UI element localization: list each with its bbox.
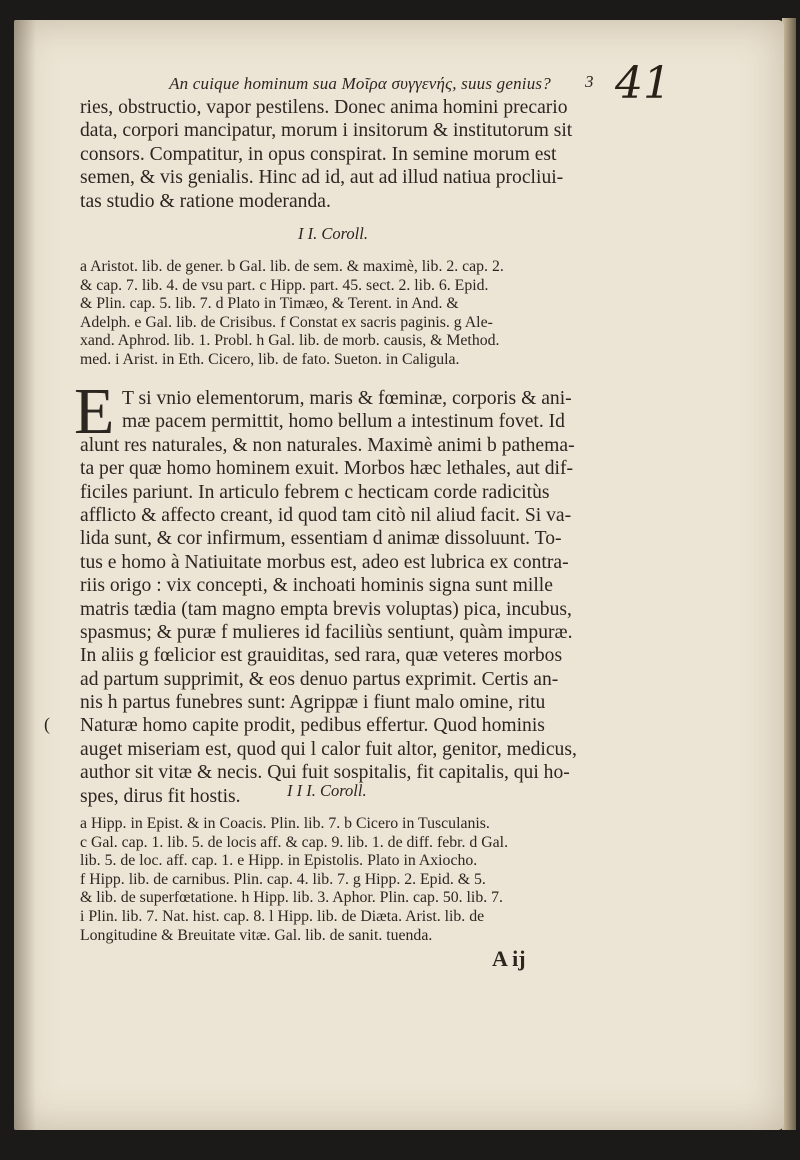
corollary-heading-3: I I I. Coroll.	[287, 781, 367, 800]
note-line: Longitudine & Breuitate vitæ. Gal. lib. de sanit. tuenda.	[80, 926, 433, 944]
corollary-heading-2: I I. Coroll.	[298, 224, 368, 243]
note-line: & Plin. cap. 5. lib. 7. d Plato in Timæo, & Terent. in And. &	[80, 295, 459, 313]
paragraph-1	[80, 96, 605, 213]
text-line: semen, & vis genialis. Hinc ad id, aut ad illud natiua procliui-	[80, 167, 564, 189]
text-line: data, corpori mancipatur, morum i insitorum & institutorum sit	[80, 120, 573, 142]
margin-mark: (	[44, 714, 50, 734]
text-line: spes, dirus fit hostis.	[80, 785, 241, 807]
text-line: auget miseriam est, quod qui l calor fuit altor, genitor, medicus,	[80, 738, 577, 760]
note-line: lib. 5. de loc. aff. cap. 1. e Hipp. in Epistolis. Plato in Axiocho.	[80, 852, 478, 870]
handwritten-folio: 41	[615, 58, 671, 109]
text-line: lida sunt, & cor infirmum, essentiam d animæ dissoluunt. To-	[80, 528, 562, 550]
text-line: nis h partus funebres sunt: Agrippæ i fiunt malo omine, ritu	[80, 692, 546, 714]
text-line: consors. Compatitur, in opus conspirat. In semine morum est	[80, 143, 557, 165]
text-line: ad partum supprimit, & eos denuo partus exprimit. Certis an-	[80, 668, 559, 690]
footnotes-2	[80, 258, 605, 370]
page-edge	[782, 18, 796, 1130]
paragraph-2	[80, 387, 605, 808]
text-line: In aliis g fœlicior est grauiditas, sed rara, quæ veteres morbos	[80, 645, 563, 667]
text-line: T si vnio elementorum, maris & fœminæ, corporis & ani-	[122, 388, 572, 409]
note-line: xand. Aphrod. lib. 1. Probl. h Gal. lib. de morb. causis, & Method.	[80, 332, 500, 350]
text-line: mæ pacem permittit, homo bellum a intestinum fovet. Id	[122, 411, 565, 433]
note-line: & cap. 7. lib. 4. de vsu part. c Hipp. part. 45. sect. 2. lib. 6. Epid.	[80, 276, 489, 294]
text-line: author sit vitæ & necis. Qui fuit sospitalis, fit capitalis, qui ho-	[80, 762, 570, 784]
note-line: f Hipp. lib. de carnibus. Plin. cap. 4. lib. 7. g Hipp. 2. Epid. & 5.	[80, 870, 486, 888]
note-line: Adelph. e Gal. lib. de Crisibus. f Constat ex sacris paginis. g Ale-	[80, 313, 493, 331]
drop-capital: E	[74, 375, 115, 448]
text-line: riis origo : vix concepti, & inchoati hominis signa sunt mille	[80, 575, 553, 597]
page-gutter-shadow	[14, 20, 36, 1130]
note-line: & lib. de superfœtatione. h Hipp. lib. 3. Aphor. Plin. cap. 50. lib. 7.	[80, 889, 503, 907]
page-number: 3	[585, 72, 594, 91]
footnotes-3	[80, 815, 605, 945]
text-line: matris tædia (tam magno empta brevis voluptas) pica, incubus,	[80, 598, 572, 620]
text-line: ficiles pariunt. In articulo febrem c hecticam corde radicitùs	[80, 481, 550, 503]
signature-mark: A ij	[492, 946, 526, 971]
running-title: An cuique hominum sua Μοῖρα συγγενής, suus genius?	[169, 74, 551, 93]
text-line: tas studio & ratione moderanda.	[80, 190, 331, 212]
note-line: c Gal. cap. 1. lib. 5. de locis aff. & cap. 9. lib. 1. de diff. febr. d Gal.	[80, 833, 509, 851]
text-line: alunt res naturales, & non naturales. Maximè animi b pathema-	[80, 434, 575, 456]
text-line: tus e homo à Natiuitate morbus est, adeo est lubrica ex contra-	[80, 551, 569, 573]
text-line: ta per quæ homo hominem exuit. Morbos hæc lethales, aut dif-	[80, 458, 574, 480]
text-line: ries, obstructio, vapor pestilens. Donec anima homini precario	[80, 97, 568, 118]
note-line: a Aristot. lib. de gener. b Gal. lib. de sem. & maximè, lib. 2. cap. 2.	[80, 258, 504, 275]
note-line: i Plin. lib. 7. Nat. hist. cap. 8. l Hipp. lib. de Diæta. Arist. lib. de	[80, 907, 485, 925]
note-line: med. i Arist. in Eth. Cicero, lib. de fato. Sueton. in Caligula.	[80, 350, 460, 368]
text-line: Naturæ homo capite prodit, pedibus effertur. Quod hominis	[80, 715, 545, 737]
text-line: spasmus; & puræ f mulieres id faciliùs sentiunt, quàm impuræ.	[80, 621, 573, 643]
note-line: a Hipp. in Epist. & in Coacis. Plin. lib. 7. b Cicero in Tusculanis.	[80, 815, 490, 832]
text-line: afflicto & affecto creant, id quod tam citò nil aliud facit. Si va-	[80, 504, 572, 526]
